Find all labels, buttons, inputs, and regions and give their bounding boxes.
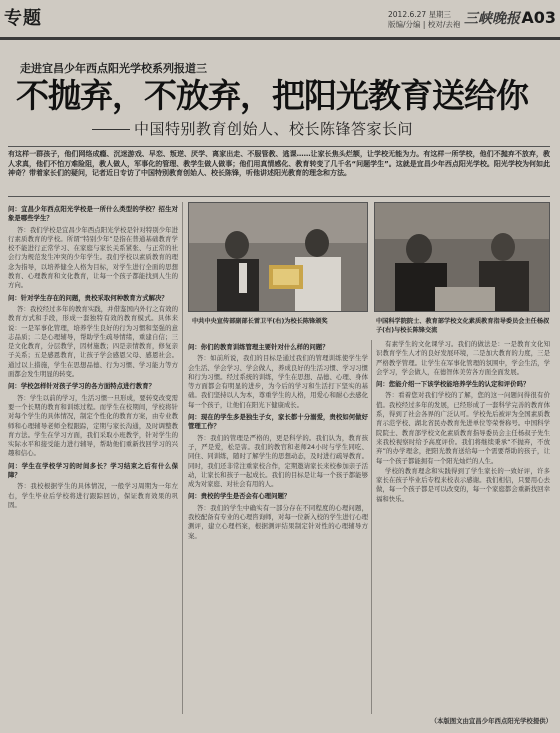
photo-2-caption: 中国科学院院士、教育部学校文化素质教育指导委员会主任杨叔子(右)与校长陈锋交流 bbox=[376, 318, 550, 334]
answer-2: 答：我校经过多年的教育实践，并借鉴国内外行之有效的教育方式和手段，形成一套独特有效的教育模式。具体来说：一是军事化管理，培养学生良好的行为习惯和坚强的意志品质；二是心理辅导，帮助学生疏导情绪，重建自信；三是文化教育，分层教学，因材施教；四是亲情教育，修复亲子关系；五是感恩教育，让孩子学会感恩父母、感恩社会。通过以上措施，学生在思想品德、行为习惯、学习能力等方面都会发生明显的转变。 bbox=[8, 304, 178, 379]
page-number: A03 bbox=[521, 8, 556, 27]
answer-3: 答：学生以前的学习，生活习惯一旦形成，要转变改变需要一个长期的教育和训练过程。而学生在校期间，学校将针对每个学生的具体情况，制定个性化的教育方案，由专业教师和心理辅导老师全程跟踪，定期与家长沟通，及时调整教育方法。学生在学习方面，我们采取小班教学，针对学生的实际水平和接受能力进行辅导，帮助他们重新找回学习的兴趣和信心。 bbox=[8, 393, 178, 458]
question-7: 问：贵校的学生是否会有心理问题？ bbox=[188, 492, 291, 501]
image-credit: （本版图文由宜昌少年西点阳光学校提供） bbox=[430, 717, 552, 725]
question-9: 问：您能介绍一下该学校能培养学生的认定和评价吗？ bbox=[376, 380, 530, 389]
answer-9: 答：看着您对我们学校的了解，您的这一问题问得很有价值。我校经过多年的发展，已经形成了一套科学完善的教育体系，得到了社会各界的广泛认可。学校先后被评为全国素质教育示范学校、湖北省民办教育先进单位等荣誉称号。中国科学院院士、教育部学校文化素质教育指导委员会主任杨叔子先生来我校视察时给予高度评价。我们将继续秉承“不抛弃，不放弃”的办学理念，把阳光教育送给每一个需要帮助的孩子，让每一个孩子都能拥有一个阳光灿烂的人生。 bbox=[376, 391, 550, 465]
photo-expert-meeting bbox=[374, 202, 550, 312]
page-header bbox=[0, 0, 560, 40]
question-2: 问：针对学生存在的问题，贵校采取何种教育方式解决？ bbox=[8, 293, 168, 302]
photo-award-image bbox=[189, 203, 368, 312]
answer-4: 答：我校根据学生的具体情况，一般学习周期为一年左右，学生毕业后学校将进行跟踪回访，保证教育效果的巩固。 bbox=[8, 482, 178, 509]
question-4: 问：学生在学校学习的时间多长？学习结束之后有什么保障？ bbox=[8, 461, 178, 480]
column-divider-2 bbox=[371, 340, 372, 714]
subhead-text: 中国特别教育创始人、校长陈锋答家长问 bbox=[134, 120, 414, 138]
column-divider-1 bbox=[182, 202, 183, 714]
newspaper-name: 三峡晚报 bbox=[464, 11, 520, 27]
article-subhead bbox=[92, 118, 413, 139]
question-3: 问：学校怎样针对孩子学习的各方面特点进行教育？ bbox=[8, 382, 155, 391]
issue-weekday: 星期三 bbox=[428, 10, 452, 19]
photo-award-ceremony bbox=[188, 202, 368, 312]
article-headline: 不抛弃，不放弃，把阳光教育送给你 bbox=[16, 76, 528, 115]
answer-1: 答：我们学校是宜昌少年西点阳光学校是针对特别少年进行素质教育的学校。所谓“特别少年”是指在普通基础教育学校不能进行正常学习、在家庭与家长关系紧张、与正常的社会行为规范发生冲突的少年学生。我们学校以素质教育的理念为指导，以培养健全人格为目标，对学生进行全面的思想教育、心理教育和文化教育，让每一个孩子都能找到人生的方向。 bbox=[8, 225, 178, 290]
photo-meeting-image bbox=[375, 203, 550, 312]
question-1: 问：宜昌少年西点阳光学校是一所什么类型的学校？招生对象是哪些学生？ bbox=[8, 205, 178, 223]
column-1 bbox=[8, 202, 178, 722]
answer-10: 学校的教育理念和实践得到了学生家长的一致好评，许多家长在孩子毕业后专程来校表示感谢。我们相信，只要用心去做，每一个孩子都是可以改变的，每一个家庭都会重新找回幸福和快乐。 bbox=[376, 466, 550, 503]
question-5: 问：你们的教育训练管理主要针对什么样的问题？ bbox=[188, 343, 329, 351]
answer-8: 有素学生的文化课学习。我们的做法是：一是教育文化知识教育学生人才的良好发展环境，二是加大教育的力度，三是严格教学管理。让学生在军事化管理的氛围中，学会生活，学会学习，学会做人，在德智体美劳各方面全面发展。 bbox=[376, 340, 550, 376]
article-kicker: 走进宜昌少年西点阳光学校系列报道三 bbox=[20, 62, 207, 75]
answer-6: 答：我们的管理是严格的，更是科学的。我们认为，教育孩子，严是爱，松是害。我们的教官和老师24小时与学生同吃、同住、同训练，随时了解学生的思想动态，及时进行疏导教育。同时，我们还非常注重家校合作，定期邀请家长来校参加亲子活动，让家长和孩子一起成长。我们的目标是让每一个孩子都能够成为对家庭、对社会有用的人。 bbox=[188, 433, 368, 489]
column-2 bbox=[188, 340, 368, 722]
subhead-dash bbox=[92, 129, 130, 130]
question-6: 问：现在的学生多是独生子女，家长都十分溺爱，贵校如何做好管理工作？ bbox=[188, 413, 368, 431]
photo-1-caption: 中共中央宣传部副部长雷卫平(右)为校长陈锋颁奖 bbox=[192, 318, 328, 325]
article-lead: 有这样一群孩子，他们网络成瘾、沉迷游戏、早恋、叛逆、厌学、离家出走、不服管教、逃课……让家长焦头烂额，让学校无能为力。有这样一所学校，他们不抛弃不放弃，教人求真，他们不怕万难险阻，教人做人，军事化的管理、教学生做人做事；他们用真情感化、教育转变了几千名“问题学生”。这就是宜昌少年西点阳光学校。阳光学校为何如此神奇？带着家长们的疑问，记者近日专访了中国特别教育创始人、校长陈锋，听他讲述阳光教育的理念和方法。 bbox=[8, 150, 550, 177]
divider-lead bbox=[8, 196, 550, 197]
answer-7: 答：我们的学生中确实有一部分存在不同程度的心理问题，我校配备有专业的心理咨询师，对每一位新入校的学生进行心理测评，建立心理档案，根据测评结果制定针对性的心理辅导方案。 bbox=[188, 503, 368, 540]
answer-5: 答：如前所说，我们的目标是通过我们的管理训练使学生学会生活、学会学习、学会做人，养成良好的生活习惯、学习习惯和行为习惯。经过系统的训练，学生在思想、品德、心理、身体等方面都会有明显的进步，为今后的学习和生活打下坚实的基础。我们坚持以人为本，尊重学生的人格，用爱心和耐心去感化每一个孩子，让他们在阳光下健康成长。 bbox=[188, 354, 368, 409]
section-label: 专题 bbox=[4, 8, 42, 29]
editor-credits: 版编/分编 | 校对/去袍 bbox=[388, 20, 461, 29]
divider-top bbox=[8, 146, 550, 147]
header-meta bbox=[388, 10, 460, 30]
column-3 bbox=[376, 340, 550, 712]
issue-date: 2012.6.27 bbox=[388, 10, 427, 19]
